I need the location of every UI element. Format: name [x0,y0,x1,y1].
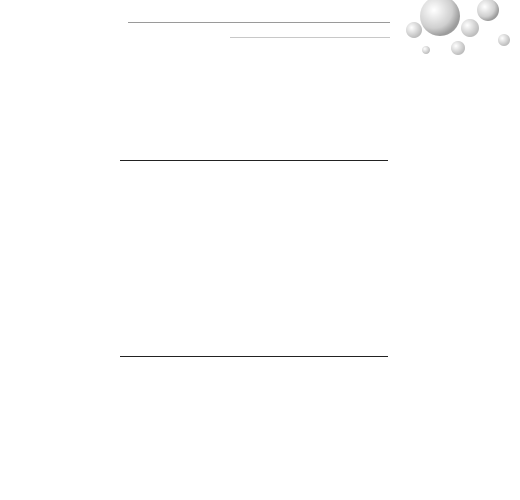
header-subrule [230,37,390,38]
chapter-16-heading[interactable] [120,146,132,159]
chapter-17-underline [120,356,388,357]
chapter-16-underline [120,160,388,161]
decorative-bubbles-icon [392,0,520,62]
header-rule [128,22,390,23]
chapter-17-heading[interactable] [120,342,132,355]
